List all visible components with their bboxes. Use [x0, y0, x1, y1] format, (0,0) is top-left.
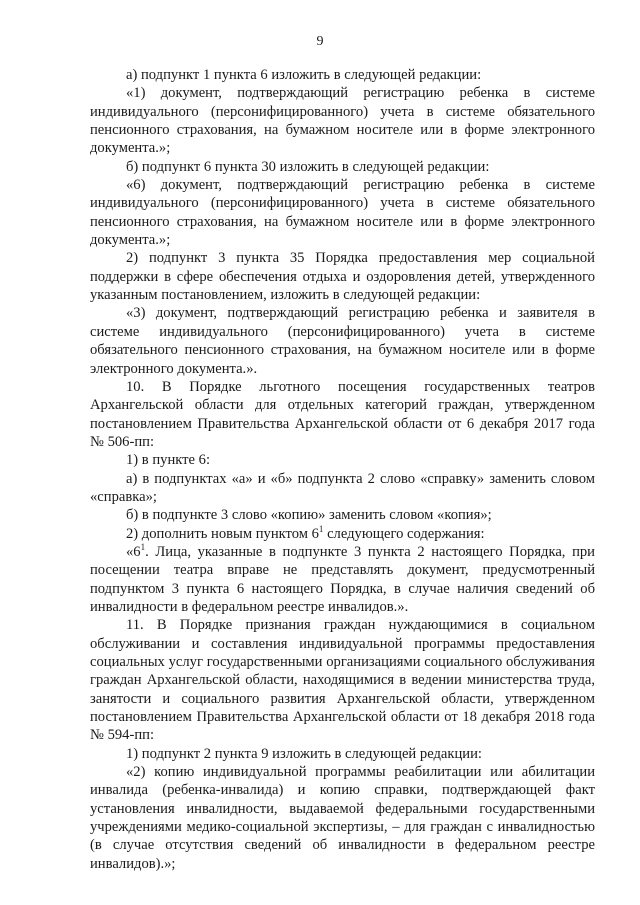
superscript: 1 [318, 523, 324, 534]
paragraph: б) в подпункте 3 слово «копию» заменить словом «копия»; [126, 507, 492, 524]
paragraph: б) подпункт 6 пункта 30 изложить в следующей редакции: [126, 158, 490, 175]
page-number: 9 [316, 34, 324, 49]
paragraph: 11. В Порядке признания граждан нуждающимися в социальном обслуживании и составления индивидуальной программы предоставления социальных услуг государственными организациями социального обслуживания граждан Архангельской области, находящимися в ведении министерства труда, занятости и социального развития Архангельской области, утвержденном постановлением Правительства Архангельской области от 18 декабря 2018 года № 594-пп: [90, 617, 595, 744]
paragraph: а) подпункт 1 пункта 6 изложить в следующей редакции: [126, 67, 482, 83]
paragraph-text: . Лица, указанные в подпункте 3 пункта 2 настоящего Порядка, при посещении театра вправе не представлять документ, предусмотренный подпунктом 3 пункта 6 настоящего Порядка, в случае наличия сведений об инвалидности в федеральном реестре инвалидов.». [90, 543, 595, 615]
superscript: 1 [140, 542, 146, 553]
paragraph: «1) документ, подтверждающий регистрацию ребенка в системе индивидуального (персонифицированного) учета в системе обязательного пенсионного страхования, на бумажном носителе или в форме электронного документа.»; [90, 85, 595, 157]
paragraph: 1) подпункт 2 пункта 9 изложить в следующей редакции: [126, 745, 482, 762]
paragraph: «6) документ, подтверждающий регистрацию ребенка в системе индивидуального (персонифицированного) учета в системе обязательного пенсионного страхования, на бумажном носителе или в форме электронного документа.»; [90, 177, 595, 249]
paragraph: а) в подпунктах «а» и «б» подпункта 2 слово «справку» заменить словом «справка»; [90, 470, 595, 505]
paragraph: «2) копию индивидуальной программы реабилитации или абилитации инвалида (ребенка-инвалида) и копию справки, подтверждающей факт установления инвалидности, выдаваемой федеральными государственными учреждениями медико-социальной экспертизы, – для граждан с инвалидностью (в случае отсутствия сведений об инвалидности в федеральном реестре инвалидов).»; [90, 764, 595, 872]
paragraph: 1) в пункте 6: [126, 452, 211, 469]
paragraph: 10. В Порядке льготного посещения государственных театров Архангельской области для отдельных категорий граждан, утвержденном постановлением Правительства Архангельской области от 6 декабря 2017 года № 506-пп: [90, 378, 595, 450]
paragraph: «3) документ, подтверждающий регистрацию ребенка и заявителя в системе индивидуального (персонифицированного) учета в системе обязательного пенсионного страхования, на бумажном носителе или в форме электронного документа.». [90, 305, 595, 377]
paragraph-text: 2) дополнить новым пунктом 6 [126, 525, 319, 542]
paragraph-text: следующего содержания: [323, 525, 485, 542]
paragraph-add-point [90, 525, 595, 543]
document-body [90, 66, 595, 873]
paragraph-new-point [90, 543, 595, 616]
paragraph: 2) подпункт 3 пункта 35 Порядка предоставления мер социальной поддержки в сфере обеспечения отдыха и оздоровления детей, утвержденного указанным постановлением, изложить в следующей редакции: [90, 250, 595, 304]
paragraph-text: «6 [126, 543, 141, 560]
